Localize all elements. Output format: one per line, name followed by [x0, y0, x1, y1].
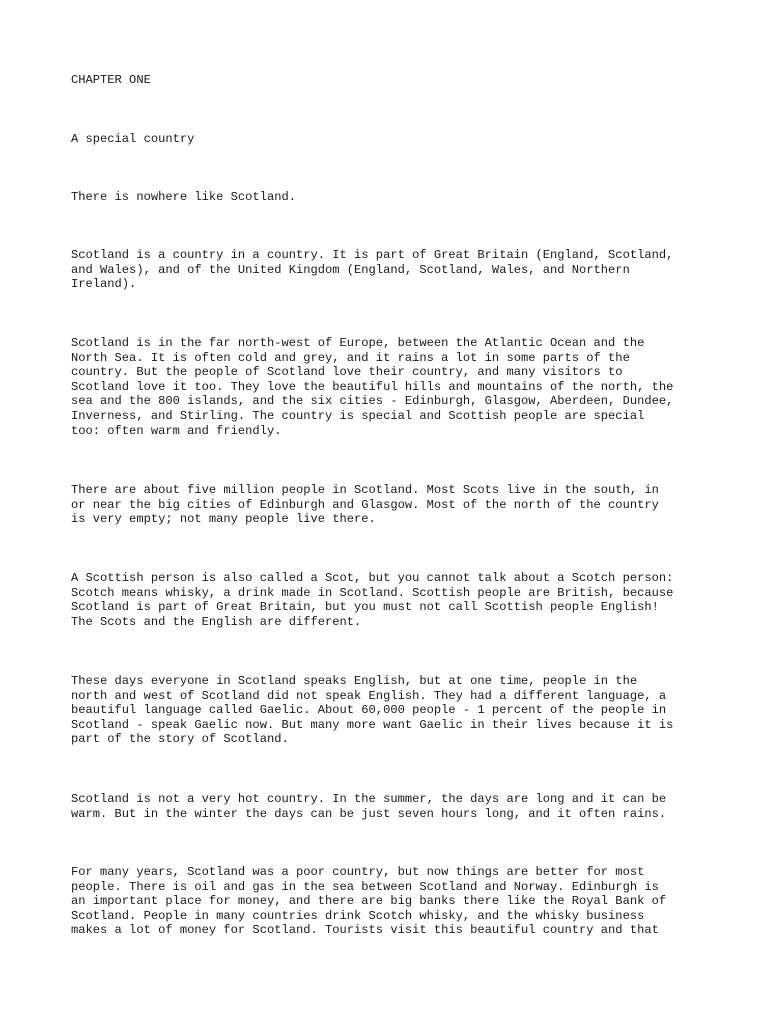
chapter-heading: CHAPTER ONE: [71, 73, 151, 87]
paragraph: These days everyone in Scotland speaks English, but at one time, people in the north and west of Scotland did not speak English. They had a different language, a beautiful language called Gaelic. About 60,000 people - 1 percent of the people in Scotland - speak Gaelic now. But many more want Gaelic in their lives because it is part of the story of Scotland.: [71, 674, 674, 747]
paragraph: Scotland is in the far north-west of Europe, between the Atlantic Ocean and the North Sea. It is often cold and grey, and it rains a lot in some parts of the country. But the people of Scotland love their country, and many visitors to Scotland love it too. They love the beautiful hills and mountains of the north, the sea and the 800 islands, and the six cities - Edinburgh, Glasgow, Aberdeen, Dundee, Inverness, and Stirling. The country is special and Scottish people are special too: often warm and friendly.: [71, 336, 674, 438]
paragraph: A Scottish person is also called a Scot, but you cannot talk about a Scotch person: Scotch means whisky, a drink made in Scotland. Scottish people are British, because Scotland is part of Great Britain, but you must not call Scottish people English! The Scots and the English are different.: [71, 571, 674, 629]
paragraph: There are about five million people in Scotland. Most Scots live in the south, in or near the big cities of Edinburgh and Glasgow. Most of the north of the country is very empty; not many people live there.: [71, 483, 659, 527]
paragraph: Scotland is a country in a country. It is part of Great Britain (England, Scotland, and Wales), and of the United Kingdom (England, Scotland, Wales, and Northern Ireland).: [71, 248, 674, 292]
paragraph: For many years, Scotland was a poor country, but now things are better for most people. There is oil and gas in the sea between Scotland and Norway. Edinburgh is an important place for money, and there are big banks there like the Royal Bank of Scotland. People in many countries drink Scotch whisky, and the whisky business makes a lot of money for Scotland. Tourists visit this beautiful country and that: [71, 865, 667, 938]
chapter-title: A special country: [71, 132, 195, 146]
paragraph: Scotland is not a very hot country. In the summer, the days are long and it can be warm. But in the winter the days can be just seven hours long, and it often rains.: [71, 792, 667, 821]
paragraph: There is nowhere like Scotland.: [71, 190, 296, 204]
